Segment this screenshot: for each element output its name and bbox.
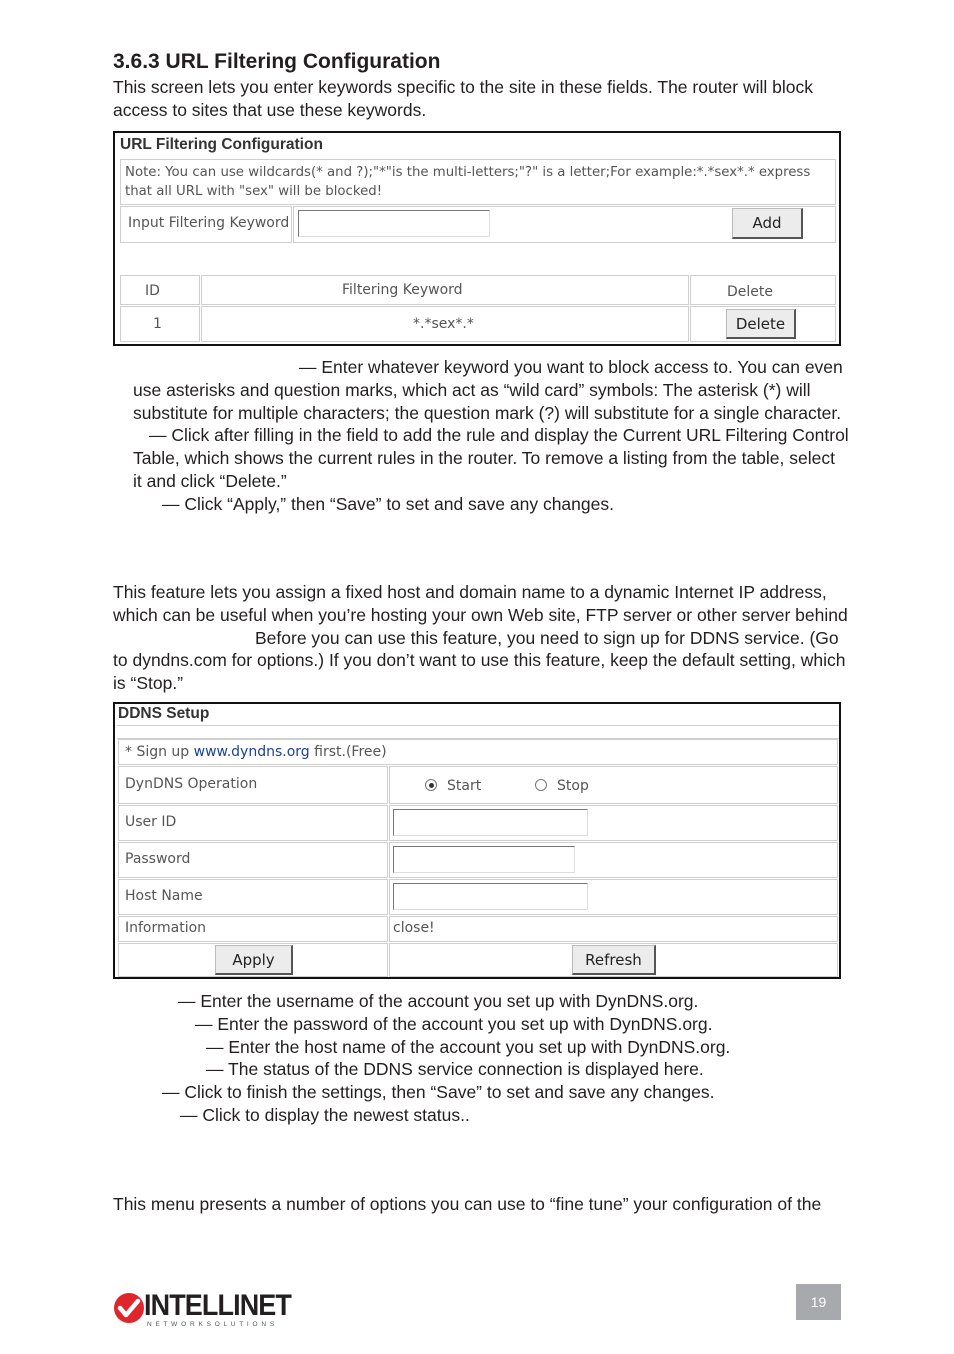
- intro-line-1: This screen lets you enter keywords specific to the site in these fields. The router will block: [113, 77, 813, 97]
- ddns-intro-4: to dyndns.com for options.) If you don’t want to use this feature, keep the default setting, which: [113, 650, 846, 670]
- col-keyword-label: Filtering Keyword: [342, 282, 463, 298]
- url-desc-7: — Click “Apply,” then “Save” to set and save any changes.: [162, 494, 614, 514]
- url-desc-3: substitute for multiple characters; the question mark (?) will substitute for a single character.: [133, 403, 842, 423]
- page-number: 19: [796, 1284, 841, 1320]
- user-id-input[interactable]: [393, 809, 588, 836]
- information-label: Information: [125, 920, 207, 936]
- url-desc-4: — Click after filling in the field to add the rule and display the Current URL Filtering Control: [149, 425, 849, 445]
- start-radio[interactable]: [425, 779, 437, 791]
- ddns-desc-6: — Click to display the newest status..: [180, 1105, 470, 1125]
- user-id-label: User ID: [125, 814, 177, 830]
- ddns-panel-title: DDNS Setup: [118, 705, 210, 722]
- url-desc-5: Table, which shows the current rules in the router. To remove a listing from the table, select: [133, 448, 835, 468]
- ddns-desc-3: — Enter the host name of the account you set up with DynDNS.org.: [206, 1037, 731, 1057]
- input-filtering-keyword-label: Input Filtering Keyword: [128, 215, 290, 231]
- ddns-desc-5: — Click to finish the settings, then “Save” to set and save any changes.: [162, 1082, 715, 1102]
- brand-name: INTELLINET: [144, 1289, 291, 1322]
- add-button[interactable]: Add: [732, 208, 803, 239]
- ddns-desc-4: — The status of the DDNS service connection is displayed here.: [206, 1059, 704, 1079]
- col-id-label: ID: [145, 283, 160, 299]
- col-delete-label: Delete: [727, 284, 773, 300]
- ddns-desc-1: — Enter the username of the account you set up with DynDNS.org.: [178, 991, 699, 1011]
- information-value: close!: [393, 920, 435, 936]
- dyndns-operation-label: DynDNS Operation: [125, 776, 258, 792]
- row-keyword: *.*sex*.*: [413, 316, 474, 332]
- stop-label: Stop: [557, 778, 589, 794]
- url-desc-1: — Enter whatever keyword you want to block access to. You can even: [299, 357, 843, 377]
- title-divider: [117, 725, 839, 739]
- intro-line-2: access to sites that use these keywords.: [113, 100, 427, 120]
- ddns-desc-2: — Enter the password of the account you set up with DynDNS.org.: [195, 1014, 713, 1034]
- next-intro: This menu presents a number of options you can use to “fine tune” your configuration of the: [113, 1194, 822, 1214]
- url-desc-2: use asterisks and question marks, which act as “wild card” symbols: The asterisk (*) will: [133, 380, 811, 400]
- filtering-keyword-input[interactable]: [298, 210, 490, 237]
- brand-tagline: N E T W O R K S O L U T I O N S: [147, 1321, 276, 1328]
- ddns-setup-panel: [113, 702, 841, 979]
- dyndns-link[interactable]: www.dyndns.org: [193, 744, 310, 760]
- url-filtering-panel: [113, 131, 841, 346]
- row-id: 1: [153, 316, 162, 332]
- signup-note: * Sign up www.dyndns.org first.(Free): [125, 744, 387, 760]
- note-line-2: that all URL with "sex" will be blocked!: [125, 184, 383, 199]
- intellinet-logo: [113, 1289, 318, 1331]
- delete-button[interactable]: Delete: [726, 309, 796, 339]
- note-line-1: Note: You can use wildcards(* and ?);"*"is the multi-letters;"?" is a letter;For example:*.*sex*.* express: [125, 165, 811, 180]
- col-id-header: [120, 275, 200, 305]
- url-panel-title: URL Filtering Configuration: [120, 136, 323, 153]
- password-input[interactable]: [393, 846, 575, 873]
- info-value-cell: [389, 916, 838, 942]
- password-label: Password: [125, 851, 191, 867]
- host-name-input[interactable]: [393, 883, 588, 910]
- ddns-intro-1: This feature lets you assign a fixed host and domain name to a dynamic Internet IP address,: [113, 582, 827, 602]
- ddns-intro-3: Before you can use this feature, you need to sign up for DDNS service. (Go: [255, 628, 839, 648]
- url-desc-6: it and click “Delete.”: [133, 471, 287, 491]
- logo-check-icon: [113, 1292, 145, 1324]
- ddns-intro-5: is “Stop.”: [113, 673, 184, 693]
- ddns-intro-2: which can be useful when you’re hosting your own Web site, FTP server or other server behind: [113, 605, 848, 625]
- start-label: Start: [447, 778, 482, 794]
- host-name-label: Host Name: [125, 888, 203, 904]
- apply-button[interactable]: Apply: [215, 945, 293, 975]
- section-heading: 3.6.3 URL Filtering Configuration: [113, 50, 441, 73]
- refresh-button[interactable]: Refresh: [572, 945, 656, 975]
- stop-radio[interactable]: [535, 779, 547, 791]
